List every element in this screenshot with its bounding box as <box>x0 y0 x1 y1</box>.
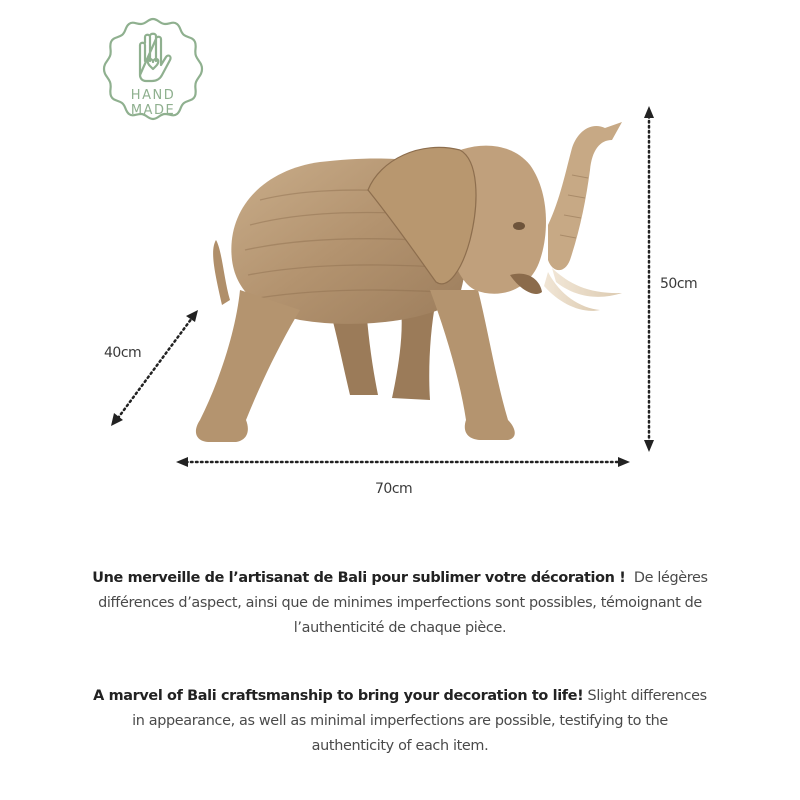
depth-dimension-arrow <box>118 318 192 418</box>
description-french-text: De légères différences d’aspect, ainsi que de minimes imperfections sont possibles, témoignant de l’authenticité de chaque pièce. <box>98 570 708 636</box>
width-label: 70cm <box>375 481 413 497</box>
elephant-carving-image <box>196 122 622 442</box>
description-french <box>90 566 710 641</box>
elephant-trunk <box>548 122 622 270</box>
description-french-bold: Une merveille de l’artisanat de Bali pour sublimer votre décoration ! <box>92 570 626 586</box>
description-english-text: Slight differences in appearance, as well as minimal imperfections are possible, testifying to the authenticity of each item. <box>132 688 707 754</box>
elephant-near-front-leg <box>430 290 515 440</box>
elephant-near-hind-leg <box>196 290 300 442</box>
elephant-tail <box>213 240 230 305</box>
height-arrowhead-top <box>644 106 654 118</box>
depth-label: 40cm <box>104 345 142 361</box>
badge-text-hand: HAND <box>130 88 176 103</box>
height-arrowhead-bottom <box>644 440 654 452</box>
width-arrowhead-left <box>176 457 188 467</box>
description-english-bold: A marvel of Bali craftsmanship to bring your decoration to life! <box>93 688 584 704</box>
depth-arrowhead-top <box>186 310 198 322</box>
description-english <box>90 684 710 759</box>
width-arrowhead-right <box>618 457 630 467</box>
elephant-eye <box>513 222 525 230</box>
height-label: 50cm <box>660 276 698 292</box>
badge-text-made: MADE <box>130 103 176 118</box>
